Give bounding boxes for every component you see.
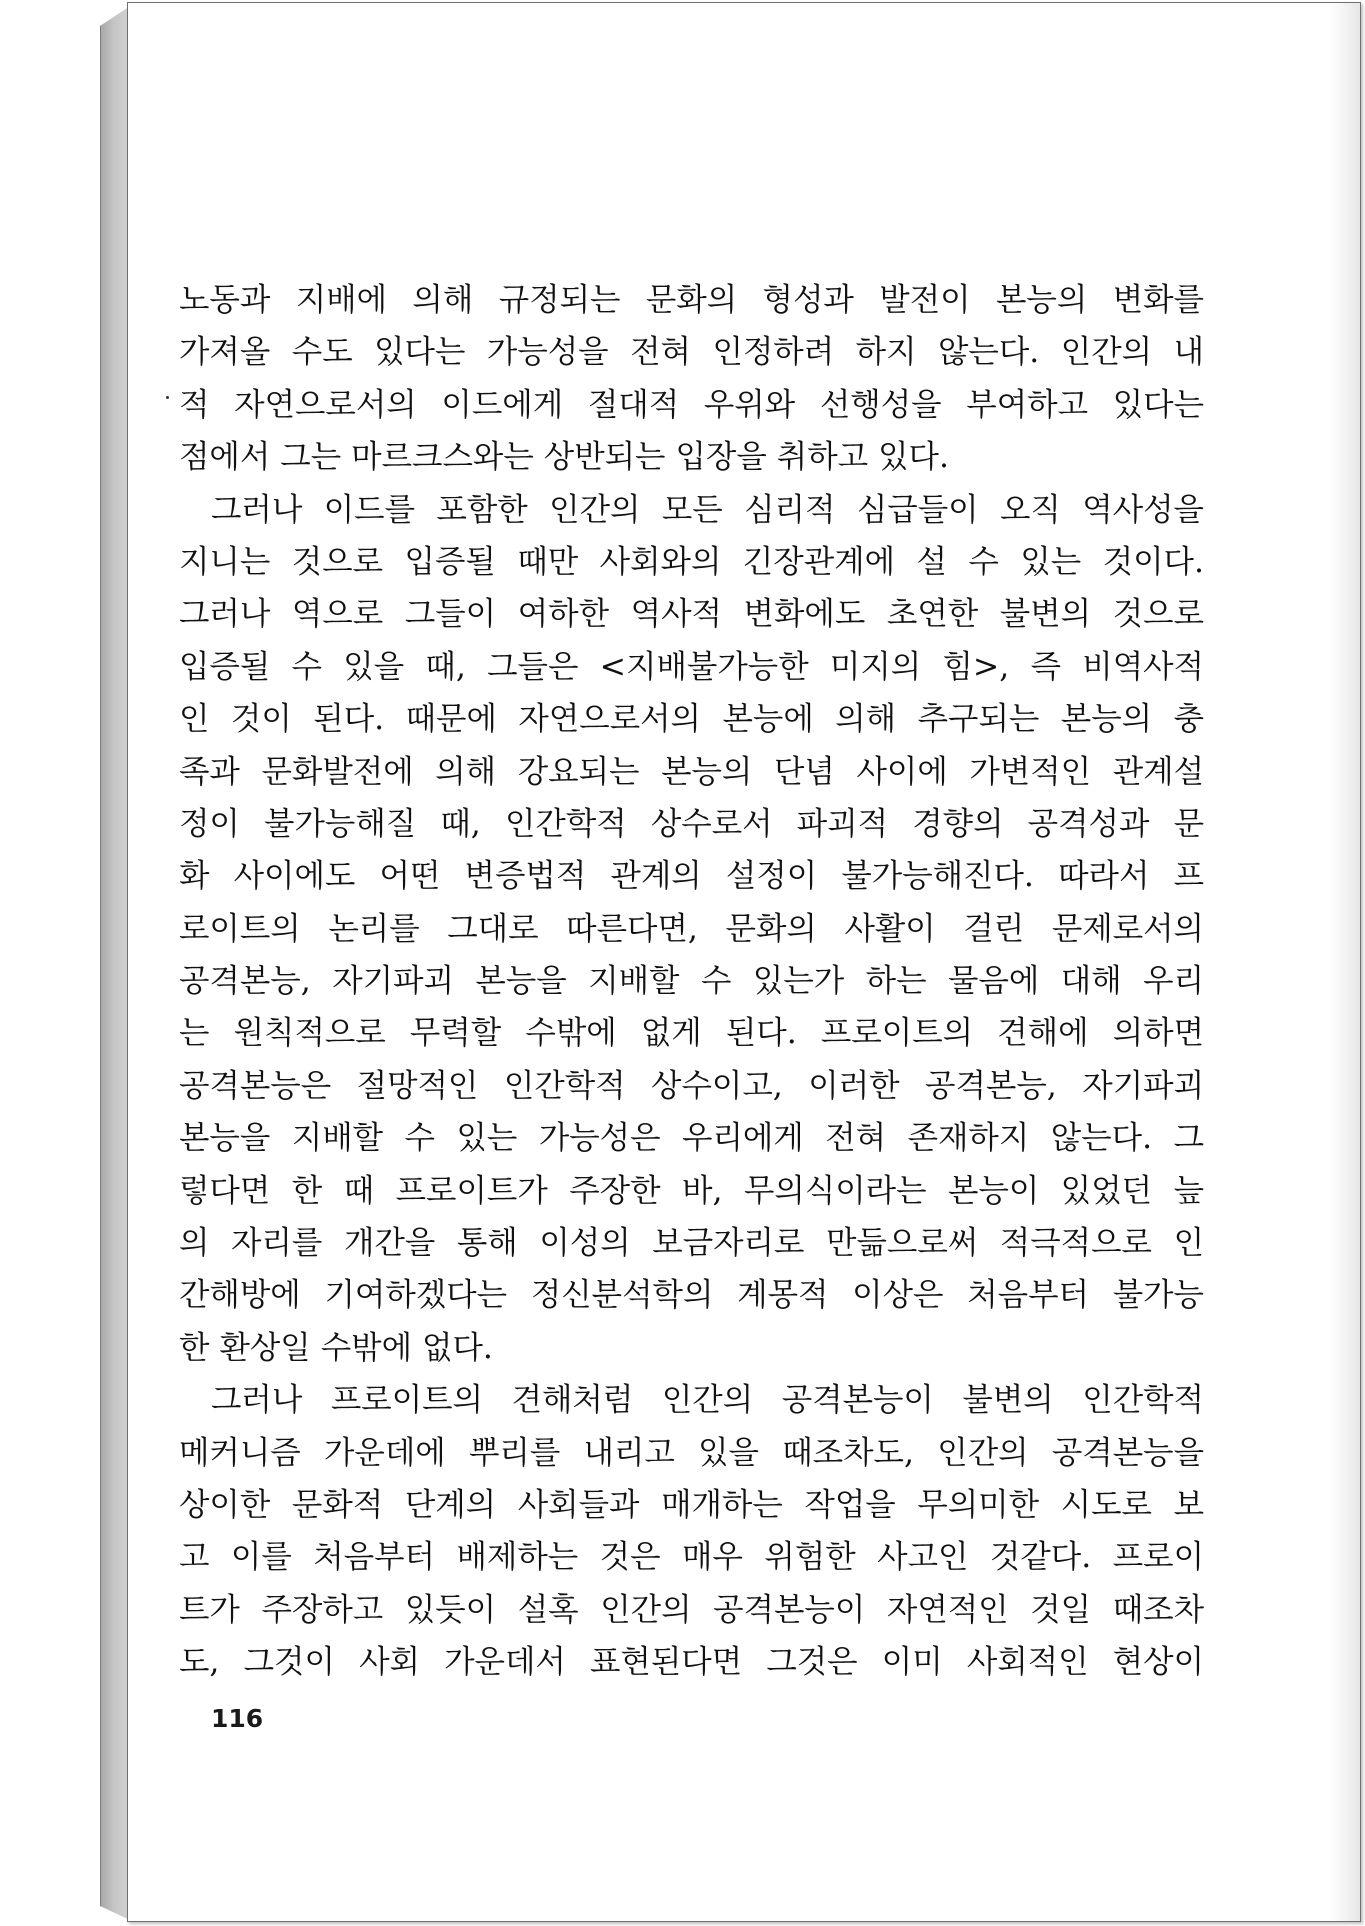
text-line: 메커니즘 가운데에 뿌리를 내리고 있을 때조차도, 인간의 공격본능을 [179, 1434, 1204, 1471]
text-line: 공격본능은 절망적인 인간학적 상수이고, 이러한 공격본능, 자기파괴 [179, 1067, 1204, 1104]
text-line: 그러나 역으로 그들이 여하한 역사적 변화에도 초연한 불변의 것으로 [179, 596, 1204, 633]
text-line: 트가 주장하고 있듯이 설혹 인간의 공격본능이 자연적인 것일 때조차 [179, 1591, 1204, 1628]
text-line: 로이트의 논리를 그대로 따른다면, 문화의 사활이 걸린 문제로서의 [179, 910, 1204, 947]
text-line: 렇다면 한 때 프로이트가 주장한 바, 무의식이라는 본능이 있었던 늪 [179, 1172, 1204, 1209]
text-line: 도, 그것이 사회 가운데서 표현된다면 그것은 이미 사회적인 현상이 [179, 1644, 1204, 1681]
text-line: 그러나 이드를 포함한 인간의 모든 심리적 심급들이 오직 역사성을 [211, 491, 1204, 528]
text-line: 본능을 지배할 수 있는 가능성은 우리에게 전혀 존재하지 않는다. 그 [179, 1120, 1204, 1157]
text-line: 가져올 수도 있다는 가능성을 전혀 인정하려 하지 않는다. 인간의 내 [179, 334, 1204, 371]
body-text [179, 274, 1204, 1689]
text-line: 공격본능, 자기파괴 본능을 지배할 수 있는가 하는 물음에 대해 우리 [179, 963, 1204, 1000]
text-line: 는 원칙적으로 무력할 수밖에 없게 된다. 프로이트의 견해에 의하면 [179, 1015, 1204, 1052]
text-line: 적 자연으로서의 이드에게 절대적 우위와 선행성을 부여하고 있다는 [179, 386, 1204, 423]
text-line: 화 사이에도 어떤 변증법적 관계의 설정이 불가능해진다. 따라서 프 [179, 858, 1204, 895]
stray-mark [166, 396, 169, 399]
text-line: 지니는 것으로 입증될 때만 사회와의 긴장관계에 설 수 있는 것이다. [179, 543, 1204, 580]
text-line: 노동과 지배에 의해 규정되는 문화의 형성과 발전이 본능의 변화를 [179, 282, 1204, 318]
text-line: 인 것이 된다. 때문에 자연으로서의 본능에 의해 추구되는 본능의 충 [179, 701, 1204, 738]
book-spine [100, 6, 130, 1920]
text-line: 점에서 그는 마르크스와는 상반되는 입장을 취하고 있다. [179, 439, 949, 476]
text-line: 의 자리를 개간을 통해 이성의 보금자리로 만듦으로써 적극적으로 인 [179, 1225, 1204, 1262]
text-line: 간해방에 기여하겠다는 정신분석학의 계몽적 이상은 처음부터 불가능 [179, 1277, 1204, 1314]
text-line: 정이 불가능해질 때, 인간학적 상수로서 파괴적 경향의 공격성과 문 [179, 805, 1204, 842]
page-edge-shade [1330, 3, 1360, 1921]
text-line: 입증될 수 있을 때, 그들은 <지배불가능한 미지의 힘>, 즉 비역사적 [179, 648, 1204, 685]
text-line: 상이한 문화적 단계의 사회들과 매개하는 작업을 무의미한 시도로 보 [179, 1486, 1204, 1523]
page-number: 116 [211, 1704, 264, 1733]
text-line: 고 이를 처음부터 배제하는 것은 매우 위험한 사고인 것같다. 프로이 [179, 1539, 1204, 1576]
text-line: 족과 문화발전에 의해 강요되는 본능의 단념 사이에 가변적인 관계설 [179, 753, 1204, 790]
text-line: 한 환상일 수밖에 없다. [179, 1329, 493, 1366]
text-line: 그러나 프로이트의 견해처럼 인간의 공격본능이 불변의 인간학적 [211, 1382, 1204, 1419]
